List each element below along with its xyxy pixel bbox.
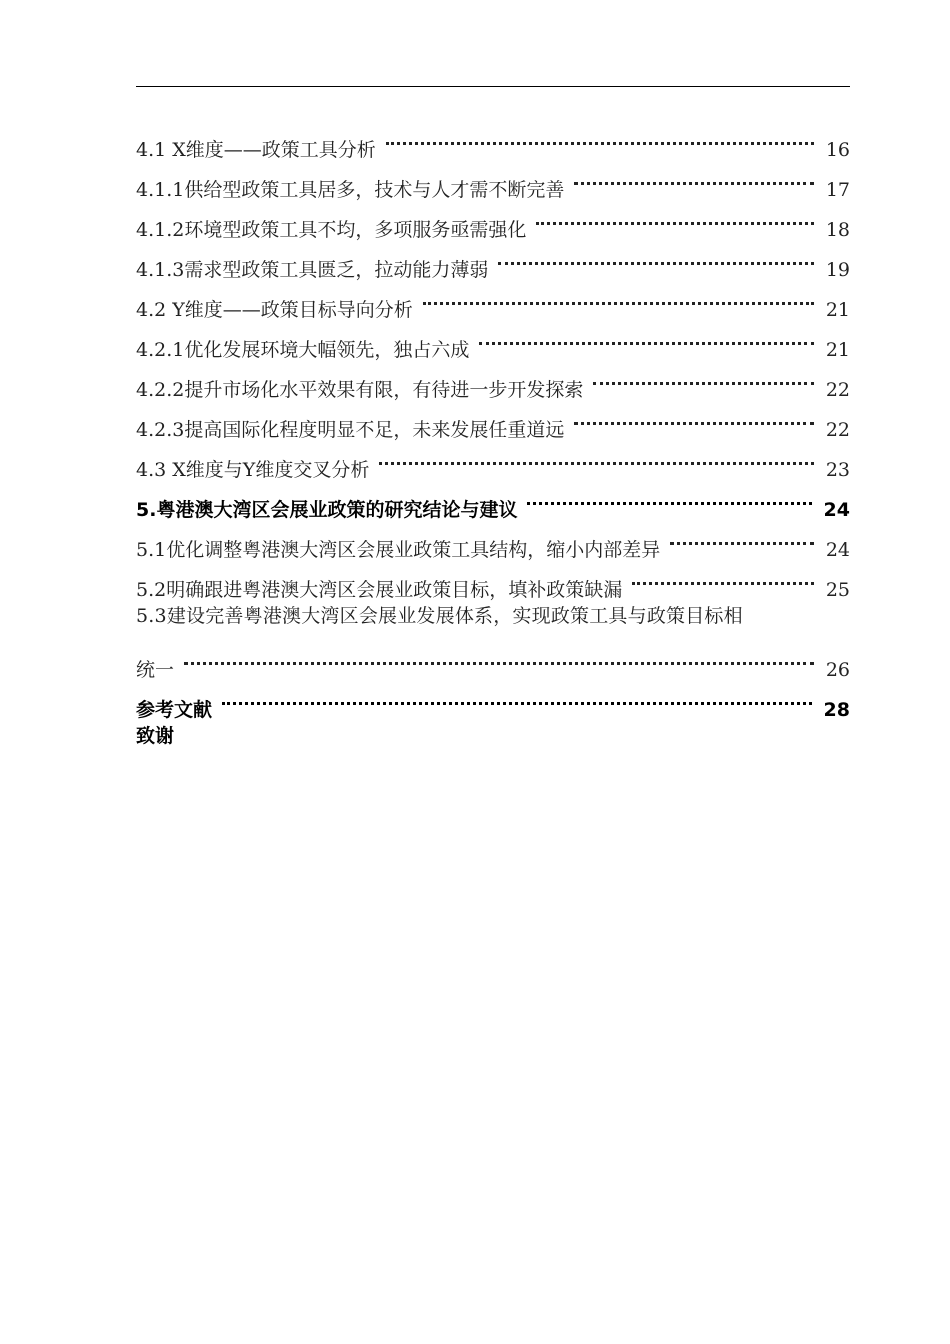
toc-dot-leader [498, 236, 813, 276]
toc-page-number: 28 [823, 699, 850, 721]
toc-entry-title: 致谢 [136, 725, 175, 747]
toc-page-number: 23 [825, 459, 850, 481]
toc-dot-leader [527, 476, 811, 516]
toc-page-number: 21 [825, 339, 850, 361]
toc-page-number: 18 [825, 219, 850, 241]
toc-entry-title: 4.2.2提升市场化水平效果有限，有待进一步开发探索 [136, 379, 584, 401]
toc-entry-5-3-line2[interactable] [136, 636, 850, 681]
toc-entry-title: 参考文献 [136, 699, 213, 721]
toc-dot-leader [379, 436, 813, 476]
toc-entry-title: 5.3建设完善粤港澳大湾区会展业发展体系，实现政策工具与政策目标相 [136, 605, 743, 627]
toc-page-number: 26 [825, 659, 850, 681]
toc-entry-title: 4.1.3需求型政策工具匮乏，拉动能力薄弱 [136, 259, 489, 281]
toc-dot-leader [574, 156, 813, 196]
toc-dot-leader [670, 516, 814, 556]
toc-entry-references[interactable] [136, 676, 850, 721]
toc-page-number: 25 [825, 579, 850, 601]
table-of-contents [136, 116, 850, 756]
header-rule [136, 86, 850, 87]
toc-page-number: 24 [825, 539, 850, 561]
toc-entry-title: 5.1优化调整粤港澳大湾区会展业政策工具结构，缩小内部差异 [136, 539, 661, 561]
toc-dot-leader [632, 556, 814, 596]
toc-entry-title: 4.1 X维度——政策工具分析 [136, 139, 376, 161]
toc-page-number: 17 [825, 179, 850, 201]
toc-entry-title: 4.2.1优化发展环境大幅领先，独占六成 [136, 339, 470, 361]
toc-dot-leader [574, 396, 813, 436]
toc-entry-4-1[interactable] [136, 116, 850, 161]
toc-entry-title: 5.2明确跟进粤港澳大湾区会展业政策目标，填补政策缺漏 [136, 579, 623, 601]
toc-page-number: 22 [825, 379, 850, 401]
toc-entry-title: 4.1.1供给型政策工具居多，技术与人才需不断完善 [136, 179, 565, 201]
toc-dot-leader [386, 116, 814, 156]
toc-page-number: 21 [825, 299, 850, 321]
toc-entry-title: 4.2.3提高国际化程度明显不足，未来发展任重道远 [136, 419, 565, 441]
toc-entry-acknowledgements[interactable] [136, 716, 850, 756]
toc-dot-leader [222, 676, 812, 716]
toc-page-number: 24 [823, 499, 850, 521]
toc-entry-5-3-line1[interactable] [136, 596, 850, 636]
toc-page-number: 19 [825, 259, 850, 281]
toc-page-number: 16 [825, 139, 850, 161]
toc-dot-leader [593, 356, 813, 396]
toc-entry-title: 4.1.2环境型政策工具不均，多项服务亟需强化 [136, 219, 527, 241]
toc-entry-title-continued: 统一 [136, 659, 175, 681]
toc-dot-leader [184, 636, 814, 676]
toc-dot-leader [423, 276, 814, 316]
toc-dot-leader [536, 196, 813, 236]
toc-entry-title: 4.3 X维度与Y维度交叉分析 [136, 459, 370, 481]
toc-entry-title: 4.2 Y维度——政策目标导向分析 [136, 299, 413, 321]
toc-dot-leader [479, 316, 813, 356]
toc-page-number: 22 [825, 419, 850, 441]
toc-entry-title: 5.粤港澳大湾区会展业政策的研究结论与建议 [136, 499, 518, 521]
